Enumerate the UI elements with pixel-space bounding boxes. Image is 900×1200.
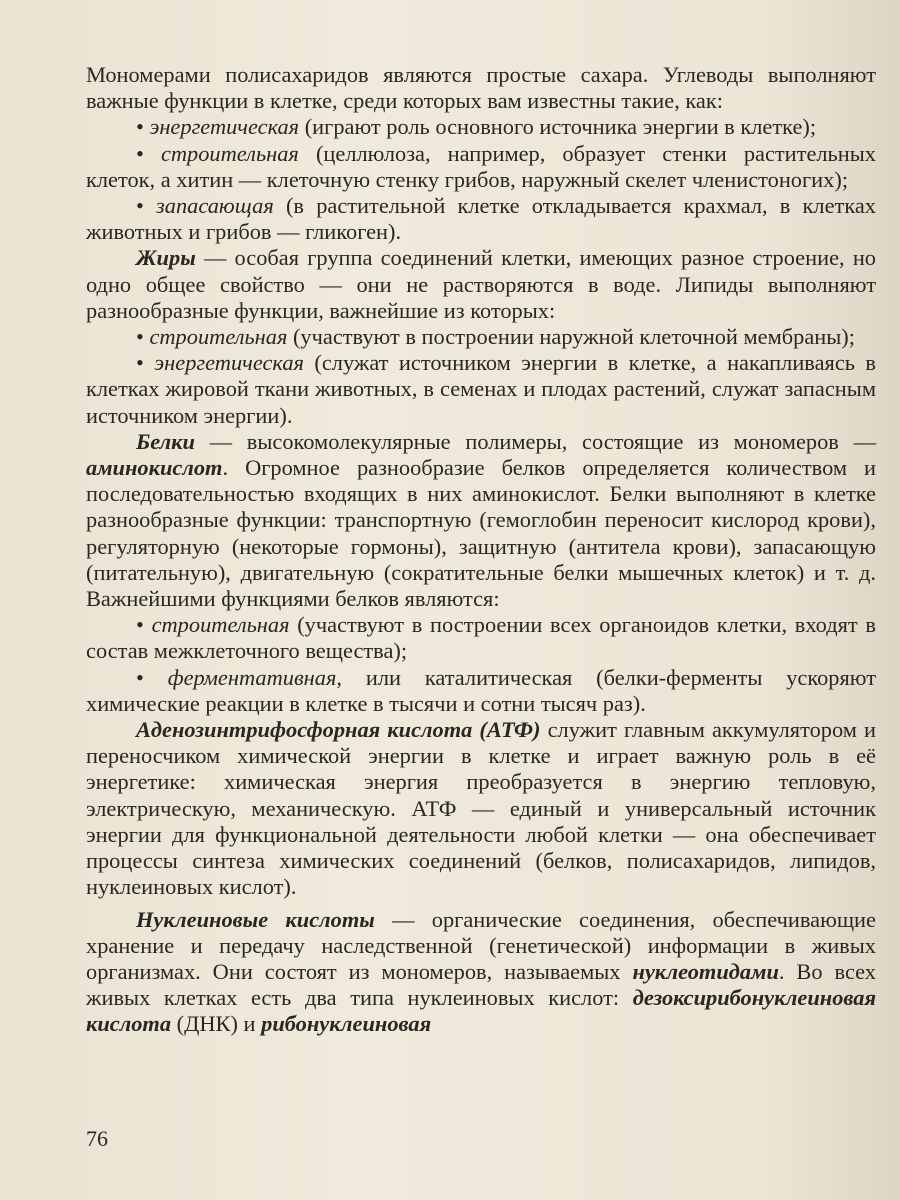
- bullet-icon: •: [136, 350, 144, 376]
- function-term: строительная: [160, 140, 299, 166]
- section-term: нуклеотидами: [632, 958, 779, 984]
- function-term: ферментативная: [167, 664, 337, 690]
- bullet-icon: •: [136, 193, 144, 219]
- section-term: Аденозинтрифосфорная кислота (АТФ): [136, 717, 541, 743]
- paragraph-atp: Аденозинтрифосфорная кислота (АТФ) служит главным аккумулятором и переносчиком химической энергии в клетке и играет важную роль в её энергетике: химическая энергия преобразуется в энергию тепловую, электрическую, механическую. АТФ — единый и универсальный источник энергии для функциональной деятельности любой клетки — она обеспечивает процессы синтеза химических соединений (белков, полисахаридов, липидов, нуклеиновых кислот).: [86, 717, 877, 900]
- bullet-icon: •: [136, 324, 144, 350]
- bullet-icon: •: [136, 612, 144, 638]
- page-number: 76: [86, 1126, 108, 1151]
- paragraph-proteins: Белки — высокомолекулярные полимеры, состоящие из мономеров — аминокислот. Огромное разнообразие белков определяется количеством и последовательностью входящих в них аминокислот. Белки выполняют в клетке разнообразные функции: транспортную (гемоглобин переносит кислород крови), регуляторную (некоторые гормоны), защитную (антитела крови), запасающую (питательную), двигательную (сократительные белки мышечных клеток) и т. д. Важнейшими функциями белков являются:: [86, 428, 876, 612]
- function-term: запасающая: [156, 193, 274, 219]
- section-term: дезоксирибонуклеиновая кислота: [86, 985, 876, 1037]
- list-item: • запасающая (в растительной клетке откладывается крахмал, в клетках животных и грибов — гликоген).: [86, 193, 876, 245]
- function-term: строительная: [149, 324, 288, 350]
- list-item: • энергетическая (играют роль основного источника энергии в клетке);: [136, 114, 817, 140]
- function-term: энергетическая: [149, 114, 300, 140]
- body-text: [86, 62, 876, 1038]
- bullet-icon: •: [136, 140, 144, 166]
- paragraph-carbohydrates: Мономерами полисахаридов являются простые сахара. Углеводы выполняют важные функции в клетке, среди которых вам известны такие, как:: [86, 62, 876, 114]
- section-term: аминокислот: [86, 455, 223, 481]
- list-item: • энергетическая (служат источником энергии в клетке, а накапливаясь в клетках жировой ткани животных, в семенах и плодах растений, служат запасным источником энергии).: [86, 350, 876, 428]
- list-item: • строительная (целлюлоза, например, образует стенки растительных клеток, а хитин — клеточную стенку грибов, наружный скелет членистоногих);: [86, 140, 876, 192]
- bullet-icon: •: [136, 114, 144, 140]
- list-item: • строительная (участвуют в построении всех органоидов клетки, входят в состав межклеточного вещества);: [86, 612, 876, 664]
- bullet-icon: •: [136, 664, 144, 690]
- paragraph-fats: Жиры — особая группа соединений клетки, имеющих разное строение, но одно общее свойство — они не растворяются в воде. Липиды выполняют разнообразные функции, важнейшие из которых:: [86, 245, 876, 323]
- section-term: рибонуклеиновая: [261, 1011, 432, 1037]
- function-term: строительная: [151, 612, 290, 638]
- section-term: Белки: [136, 428, 195, 454]
- paragraph-nucleic-acids: Нуклеиновые кислоты — органические соединения, обеспечивающие хранение и передачу наследственной (генетической) информации в живых организмах. Они состоят из мономеров, называемых нуклеотидами. Во всех живых клетках есть два типа нуклеиновых кислот: дезоксирибонуклеиновая кислота (ДНК) и рибонуклеиновая: [86, 906, 876, 1037]
- function-term: энергетическая: [154, 350, 304, 376]
- list-item: • строительная (участвуют в построении наружной клеточной мембраны);: [136, 324, 855, 350]
- section-term: Нуклеиновые кислоты: [136, 906, 375, 932]
- list-item: • ферментативная, или каталитическая (белки-ферменты ускоряют химические реакции в клетке в тысячи и сотни тысяч раз).: [86, 664, 876, 716]
- section-term: Жиры: [136, 245, 196, 271]
